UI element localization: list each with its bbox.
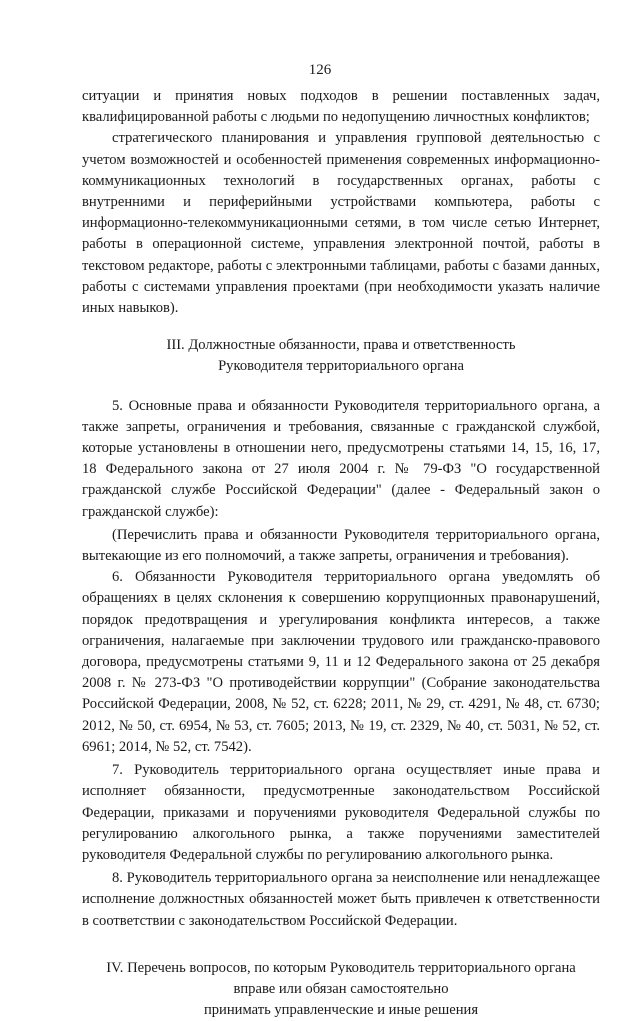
section-heading-3 (82, 335, 600, 377)
paragraph-skills: стратегического планирования и управления групповой деятельностью с учетом возможностей и особенностей применения современных информационно-коммуникационных технологий в государственных органах, работы с внутренними и периферийными устройствами компьютера, работы с информационно-телекоммуникационными сетями, в том числе сетью Интернет, работы в операционной системе, управления электронной почтой, работы в текстовом редакторе, работы с электронными таблицами, работы с базами данных, работы с системами управления проектами (при необходимости указать наличие иных навыков). (82, 130, 600, 317)
section-heading-4-line-2: вправе или обязан самостоятельно (233, 980, 449, 997)
section-heading-4 (82, 958, 600, 1021)
paragraph-5-note: (Перечислить права и обязанности Руководителя территориального органа, вытекающие из его полномочий, а также запреты, ограничения и требования). (82, 526, 600, 565)
paragraph-6: 6. Обязанности Руководителя территориального органа уведомлять об обращениях в целях склонения к совершению коррупционных правонарушений, порядок предотвращения и урегулирования конфликта интересов, а также ограничения, налагаемые при заключении трудового или гражданско-правового договора, предусмотрены статьями 9, 11 и 12 Федерального закона от 25 декабря 2008 г. № 273-ФЗ "О противодействии коррупции" (Собрание законодательства Российской Федерации, 2008, № 52, ст. 6228; 2011, № 29, ст. 4291, № 48, ст. 6730; 2012, № 50, ст. 6954, № 53, ст. 7605; 2013, № 19, ст. 2329, № 40, ст. 5031, № 52, ст. 6961; 2014, № 52, ст. 7542). (82, 569, 600, 755)
page-number: 126 (308, 62, 332, 78)
section-heading-3-line-1: III. Должностные обязанности, права и ответственность (166, 337, 516, 354)
section-heading-4-line-3: принимать управленческие и иные решения (203, 1002, 479, 1019)
paragraph-continuation: ситуации и принятия новых подходов в решении поставленных задач, квалифицированной работы с людьми по недопущению личностных конфликтов; (82, 88, 600, 126)
section-heading-4-line-1: IV. Перечень вопросов, по которым Руководитель территориального органа (106, 959, 576, 976)
document-body (82, 86, 600, 1021)
section-heading-3-line-2: Руководителя территориального органа (218, 358, 464, 375)
paragraph-7: 7. Руководитель территориального органа осуществляет иные права и исполняет обязанности, предусмотренные законодательством Российской Федерации, приказами и поручениями руководителя Федеральной службы по регулированию алкогольного рынка, а также поручениями заместителей руководителя Федеральной службы по регулированию алкогольного рынка. (82, 762, 600, 863)
paragraph-8: 8. Руководитель территориального органа за неисполнение или ненадлежащее исполнение должностных обязанностей может быть привлечен к ответственности в соответствии с законодательством Российской Федерации. (82, 870, 600, 929)
paragraph-5: 5. Основные права и обязанности Руководителя территориального органа, а также запреты, ограничения и требования, связанные с гражданской службой, которые установлены в отношении него, предусмотрены статьями 14, 15, 16, 17, 18 Федерального закона от 27 июля 2004 г. № 79-ФЗ "О государственной гражданской службе Российской Федерации" (далее - Федеральный закон о гражданской службе): (82, 397, 600, 520)
